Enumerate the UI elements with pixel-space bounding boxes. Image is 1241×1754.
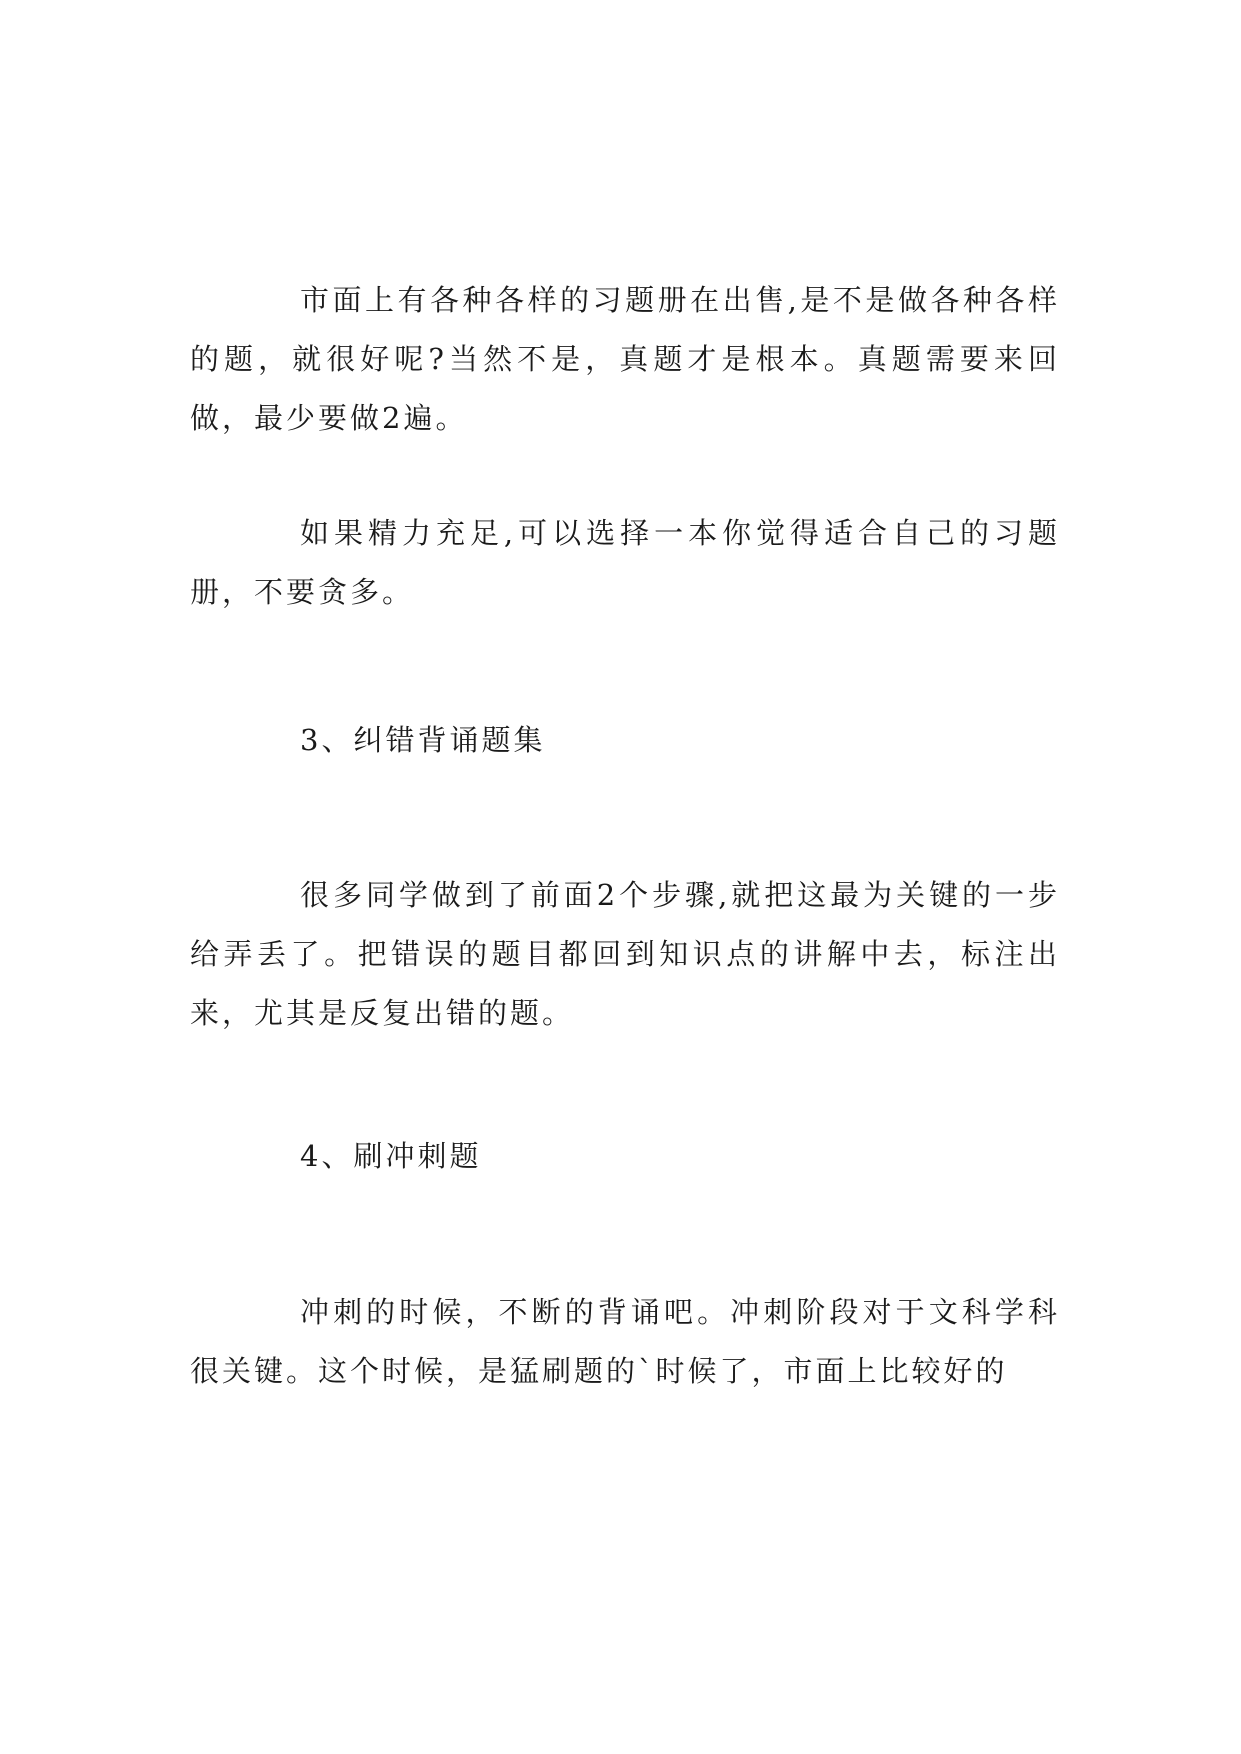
paragraph-sprint-practice: 冲刺的时候，不断的背诵吧。冲刺阶段对于文科学科很关键。这个时候，是猛刷题的`时候了，市面上比较好的 xyxy=(190,1295,1060,1388)
paragraph-error-collection: 很多同学做到了前面2个步骤,就把这最为关键的一步给弄丢了。把错误的题目都回到知识点的讲解中去，标注出来，尤其是反复出错的题。 xyxy=(190,878,1060,1030)
paragraph-workbook-advice: 市面上有各种各样的习题册在出售,是不是做各种各样的题，就很好呢?当然不是，真题才是根本。真题需要来回做，最少要做2遍。 xyxy=(190,283,1060,435)
section-heading-3: 3、纠错背诵题集 xyxy=(300,723,546,757)
section-heading-4: 4、刷冲刺题 xyxy=(300,1139,482,1173)
paragraph-choose-workbook: 如果精力充足,可以选择一本你觉得适合自己的习题册，不要贪多。 xyxy=(190,516,1060,609)
